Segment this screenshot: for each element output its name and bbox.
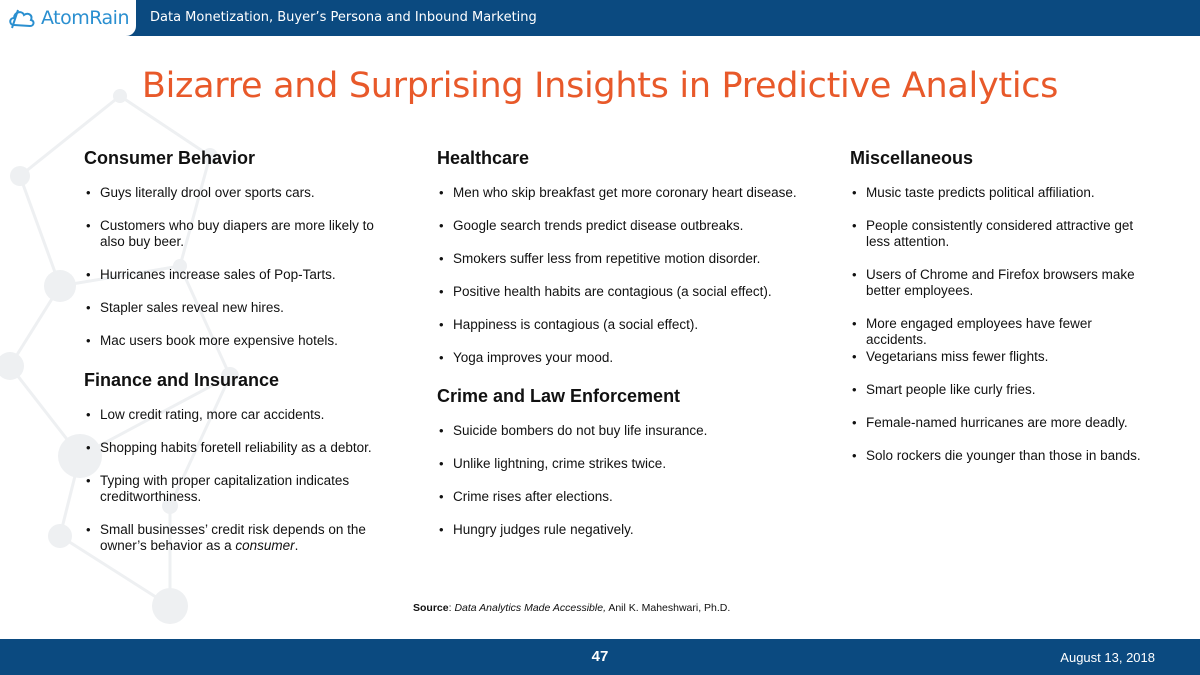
slide-date: August 13, 2018 [1060,650,1155,665]
list-item: • Crime rises after elections. [437,489,827,505]
list-item: • Vegetarians miss fewer flights. [850,349,1150,365]
healthcare-list [437,185,827,366]
source-author: Anil K. Maheshwari, Ph.D. [606,602,731,614]
list-item: • Solo rockers die younger than those in bands. [850,448,1150,464]
list-item: • Typing with proper capitalization indicates creditworthiness. [84,473,394,505]
consumer-behavior-list [84,185,394,349]
list-item: • Suicide bombers do not buy life insurance. [437,423,827,439]
heading-consumer-behavior: Consumer Behavior [84,148,256,168]
logo-text: AtomRain [41,7,129,29]
column-right [850,146,1150,464]
list-item: • Smokers suffer less from repetitive motion disorder. [437,251,827,267]
list-item: • Female-named hurricanes are more deadly. [850,415,1150,431]
list-item: • Stapler sales reveal new hires. [84,300,394,316]
list-item: • Unlike lightning, crime strikes twice. [437,456,827,472]
crime-law-list [437,423,827,538]
column-middle [437,146,827,538]
list-item: • Positive health habits are contagious (a social effect). [437,284,827,300]
list-item [84,522,394,554]
page-number: 47 [591,648,609,665]
list-item: • Smart people like curly fries. [850,382,1150,398]
source-colon: : [448,602,455,614]
list-item: • Users of Chrome and Firefox browsers make better employees. [850,267,1150,299]
presentation-title: Data Monetization, Buyer’s Persona and Inbound Marketing [150,10,537,25]
list-item: • People consistently considered attractive get less attention. [850,218,1150,250]
list-item: • Music taste predicts political affiliation. [850,185,1150,201]
list-item: • Happiness is contagious (a social effect). [437,317,827,333]
list-item: • Shopping habits foretell reliability as a debtor. [84,440,394,456]
list-item: • Google search trends predict disease outbreaks. [437,218,827,234]
cloud-logo-icon [8,5,36,31]
header-bar [0,0,1200,36]
list-item: • Yoga improves your mood. [437,350,827,366]
list-item: • Hungry judges rule negatively. [437,522,827,538]
source-citation [413,602,730,614]
list-item: • Hurricanes increase sales of Pop-Tarts. [84,267,394,283]
heading-miscellaneous: Miscellaneous [850,148,974,168]
list-item: • Customers who buy diapers are more likely to also buy beer. [84,218,394,250]
list-item-text: Small businesses’ credit risk depends on the owner’s behavior as a [100,522,366,553]
heading-healthcare: Healthcare [437,148,530,168]
finance-insurance-list [84,407,394,554]
source-label: Source [413,602,449,614]
list-item: • Mac users book more expensive hotels. [84,333,394,349]
miscellaneous-list [850,185,1150,464]
list-item-end: . [294,538,299,553]
list-item-emphasis: consumer [235,538,295,553]
list-item: • More engaged employees have fewer accidents. [850,316,1150,348]
column-left [84,146,394,554]
heading-finance-insurance: Finance and Insurance [84,370,280,390]
list-item: • Low credit rating, more car accidents. [84,407,394,423]
footer-bar [0,639,1200,675]
list-item: • Men who skip breakfast get more coronary heart disease. [437,185,827,201]
page-title: Bizarre and Surprising Insights in Predictive Analytics [141,66,1059,106]
logo[interactable] [0,0,136,36]
heading-crime-law: Crime and Law Enforcement [437,386,681,406]
source-book: Data Analytics Made Accessible, [454,602,606,614]
list-item: • Guys literally drool over sports cars. [84,185,394,201]
